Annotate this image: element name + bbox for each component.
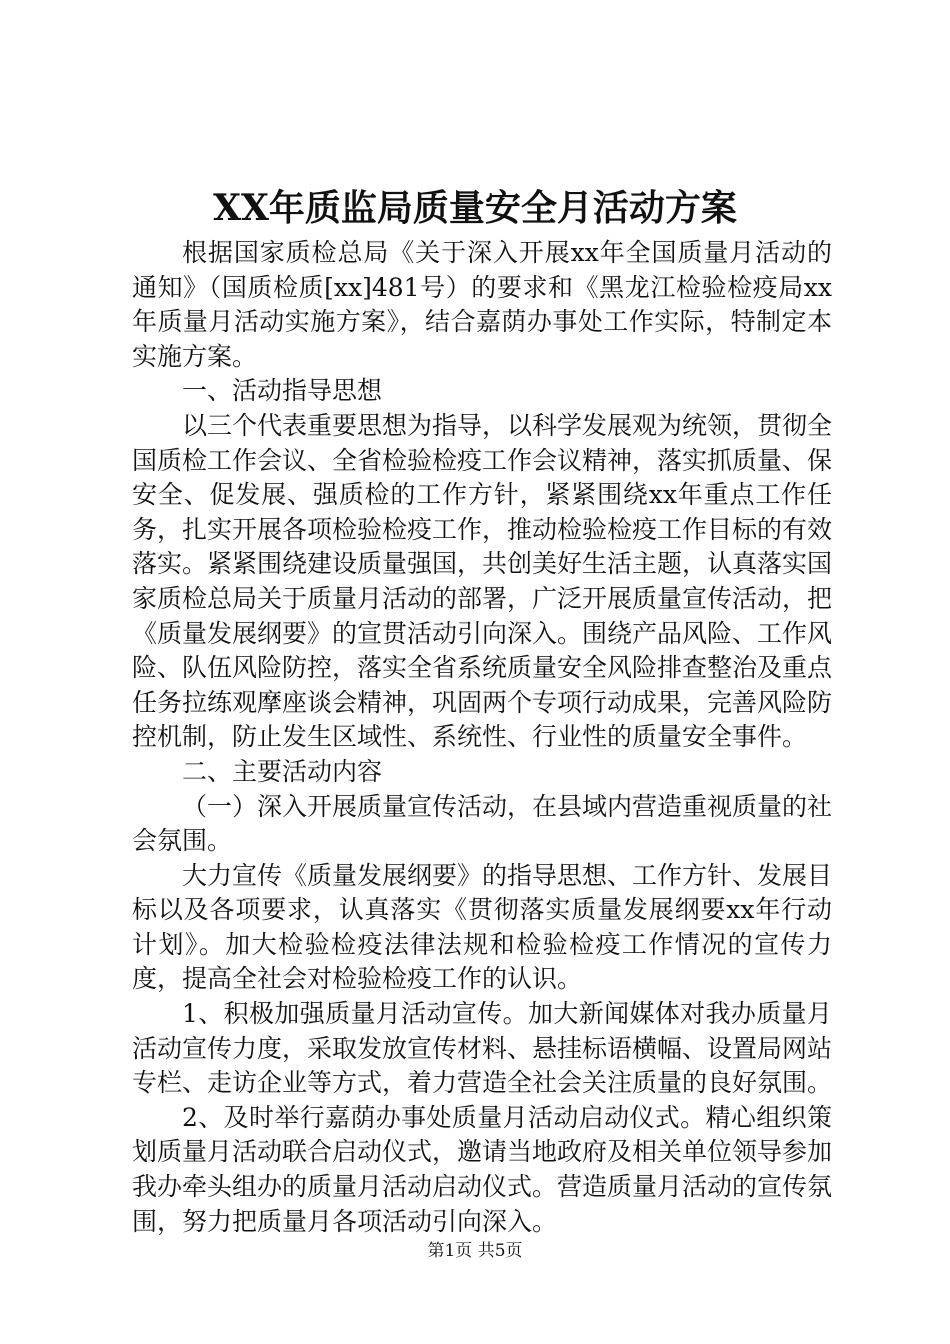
section-heading-main-activities: 二、主要活动内容 bbox=[182, 756, 383, 786]
item-1-paragraph: 1、积极加强质量月活动宣传。加大新闻媒体对我办质量月活动宣传力度，采取发放宣传材料、悬挂标语横幅、设置局网站专栏、走访企业等方式，着力营造全社会关注质量的良好氛围。 bbox=[132, 999, 833, 1098]
intro-paragraph: 根据国家质检总局《关于深入开展xx年全国质量月活动的通知》（国质检质[xx]481号）的要求和《黑龙江检验检疫局xx年质量月活动实施方案》，结合嘉荫办事处工作实际，特制定本实施方案。 bbox=[132, 238, 832, 371]
publicity-paragraph: 大力宣传《质量发展纲要》的指导思想、工作方针、发展目标以及各项要求，认真落实《贯彻落实质量发展纲要xx年行动计划》。加大检验检疫法律法规和检验检疫工作情况的宣传力度，提高全社会对检验检疫工作的认识。 bbox=[132, 860, 833, 994]
subsection-heading-publicity: （一）深入开展质量宣传活动，在县域内营造重视质量的社会氛围。 bbox=[132, 791, 833, 856]
item-2-paragraph: 2、及时举行嘉荫办事处质量月活动启动仪式。精心组织策划质量月活动联合启动仪式，邀请当地政府及相关单位领导参加我办牵头组办的质量月活动启动仪式。营造质量月活动的宣传氛围，努力把质量月各项活动引向深入。 bbox=[132, 1102, 833, 1236]
guiding-ideology-paragraph: 以三个代表重要思想为指导，以科学发展观为统领，贯彻全国质检工作会议、全省检验检疫工作会议精神，落实抓质量、保安全、促发展、强质检的工作方针，紧紧围绕xx年重点工作任务，扎实开展各项检验检疫工作，推动检验检疫工作目标的有效落实。紧紧围绕建设质量强国，共创美好生活主题，认真落实国家质检总局关于质量月活动的部署，广泛开展质量宣传活动，把《质量发展纲要》的宣贯活动引向深入。围绕产品风险、工作风险、队伍风险防控，落实全省系统质量安全风险排查整治及重点任务拉练观摩座谈会精神，巩固两个专项行动成果，完善风险防控机制，防止发生区域性、系统性、行业性的质量安全事件。 bbox=[132, 410, 833, 752]
document-body bbox=[132, 236, 832, 1239]
page-number-footer: 第1页 共5页 bbox=[427, 1241, 523, 1261]
document-title: XX年质监局质量安全月活动方案 bbox=[213, 187, 737, 229]
section-heading-guiding-ideology: 一、活动指导思想 bbox=[182, 376, 383, 406]
